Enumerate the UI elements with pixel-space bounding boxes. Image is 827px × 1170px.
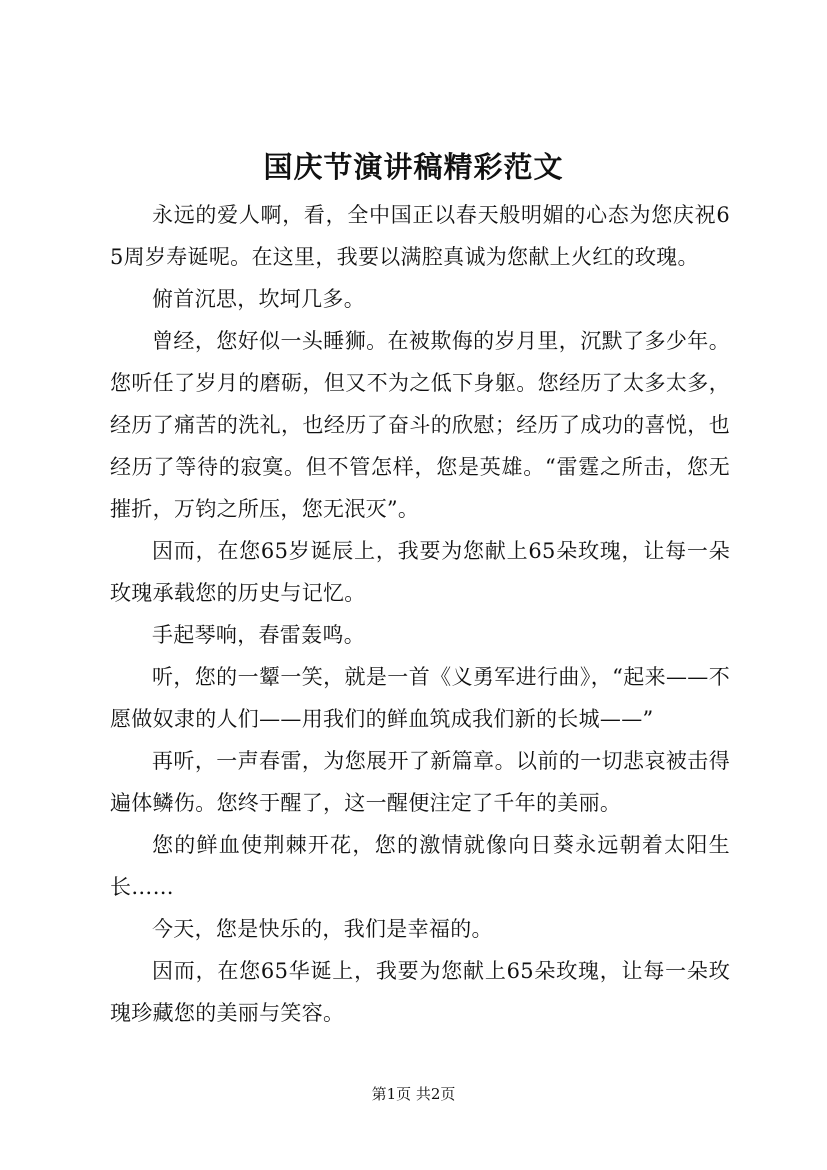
document-title: 国庆节演讲稿精彩范文 — [263, 150, 564, 184]
paragraph: 手起琴响，春雷轰鸣。 — [152, 623, 365, 647]
paragraph: 您的鲜血使荆棘开花，您的激情就像向日葵永远朝着太阳生长…… — [110, 833, 730, 899]
paragraph: 再听，一声春雷，为您展开了新篇章。以前的一切悲哀被击得遍体鳞伤。您终于醒了，这一醒便注定了千年的美丽。 — [110, 749, 730, 815]
paragraph: 今天，您是快乐的，我们是幸福的。 — [152, 917, 493, 941]
paragraph: 听，您的一颦一笑，就是一首《义勇军进行曲》，“起来——不愿做奴隶的人们——用我们的鲜血筑成我们新的长城——” — [110, 665, 730, 731]
paragraph: 因而，在您65岁诞辰上，我要为您献上65朵玫瑰，让每一朵玫瑰承载您的历史与记忆。 — [110, 539, 730, 605]
page-number-footer: 第1页 共2页 — [371, 1085, 456, 1103]
paragraph: 俯首沉思，坎坷几多。 — [152, 287, 365, 311]
paragraph: 因而，在您65华诞上，我要为您献上65朵玫瑰，让每一朵玫瑰珍藏您的美丽与笑容。 — [110, 959, 730, 1025]
paragraph: 永远的爱人啊，看，全中国正以春天般明媚的心态为您庆祝65周岁寿诞呢。在这里，我要以满腔真诚为您献上火红的玫瑰。 — [110, 203, 730, 269]
paragraph: 曾经，您好似一头睡狮。在被欺侮的岁月里，沉默了多少年。您听任了岁月的磨砺，但又不为之低下身躯。您经历了太多太多，经历了痛苦的洗礼，也经历了奋斗的欣慰；经历了成功的喜悦，也经历了等待的寂寞。但不管怎样，您是英雄。“雷霆之所击，您无摧折，万钧之所压，您无泯灭”。 — [110, 329, 730, 521]
document-body — [110, 194, 730, 1034]
